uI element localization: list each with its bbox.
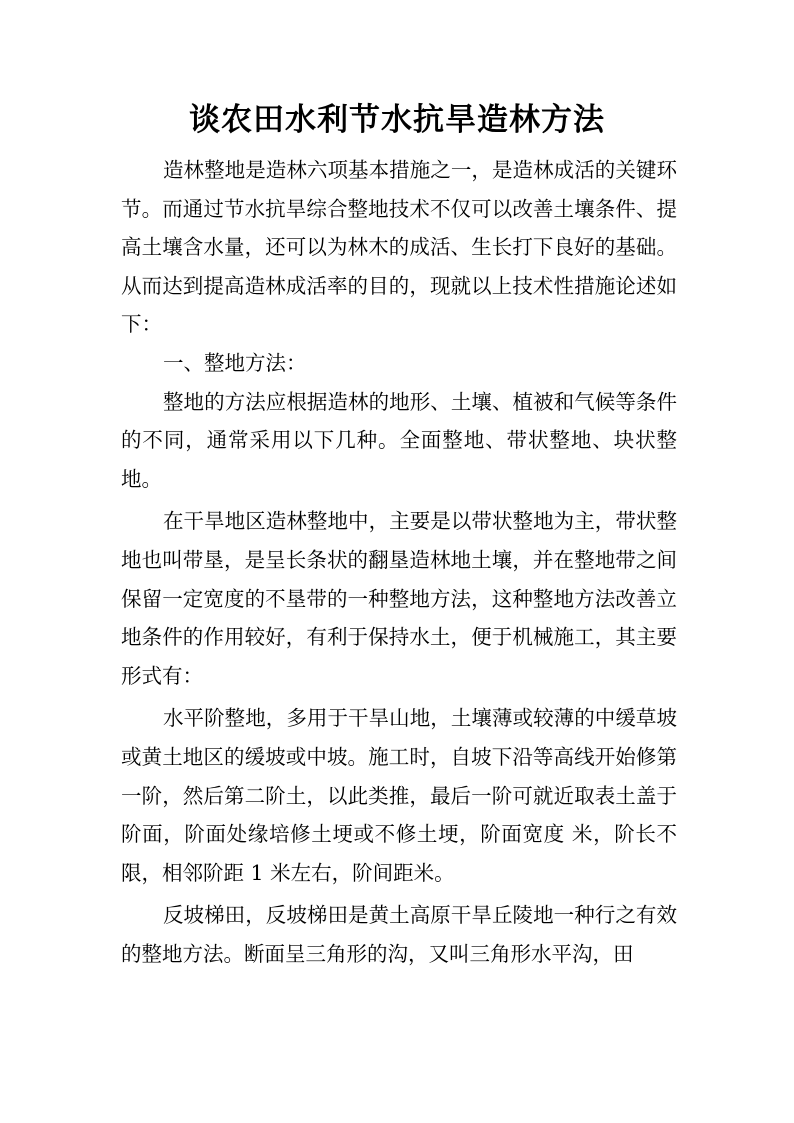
document-body [121, 151, 677, 973]
document-title: 谈农田水利节水抗旱造林方法 [189, 102, 605, 138]
paragraph-methods: 整地的方法应根据造林的地形、土壤、植被和气候等条件的不同，通常采用以下几种。全面整地、带状整地、块状整地。 [121, 389, 677, 491]
paragraph-horizontal-terrace: 水平阶整地，多用于干旱山地，土壤薄或较薄的中缓草坡或黄土地区的缓坡或中坡。施工时，自坡下沿等高线开始修第一阶，然后第二阶土，以此类推，最后一阶可就近取表土盖于阶面，阶面处缘培修土埂或不修土埂，阶面宽度 米，阶长不限，相邻阶距 1 米左右，阶间距米。 [121, 706, 677, 885]
paragraph-reverse-slope-terrace: 反坡梯田，反坡梯田是黄土高原干旱丘陵地一种行之有效的整地方法。断面呈三角形的沟，又叫三角形水平沟，田 [121, 903, 677, 966]
paragraph-intro: 造林整地是造林六项基本措施之一，是造林成活的关键环节。而通过节水抗旱综合整地技术不仅可以改善土壤条件、提高土壤含水量，还可以为林木的成活、生长打下良好的基础。从而达到提高造林成活率的目的，现就以上技术性措施论述如下： [121, 158, 677, 337]
paragraph-strip-preparation: 在干旱地区造林整地中，主要是以带状整地为主，带状整地也叫带垦，是呈长条状的翻垦造林地土壤，并在整地带之间保留一定宽度的不垦带的一种整地方法，这种整地方法改善立地条件的作用较好，有利于保持水土，便于机械施工，其主要形式有： [121, 509, 677, 688]
section-heading-1: 一、整地方法： [163, 350, 307, 375]
